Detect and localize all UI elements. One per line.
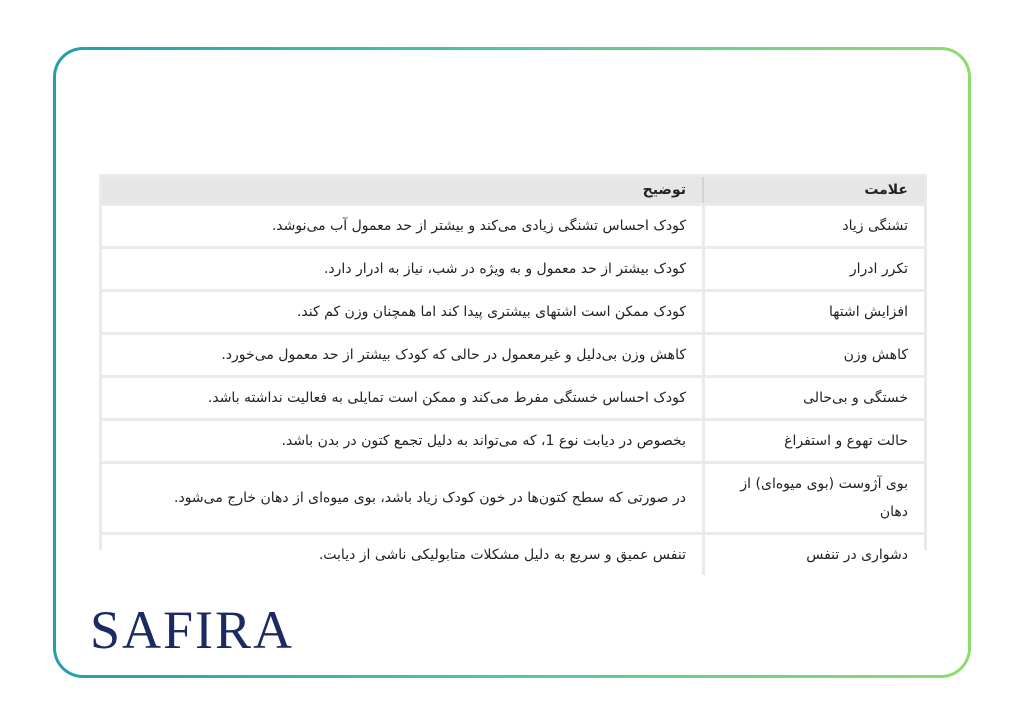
table-row — [102, 421, 924, 461]
safira-logo — [90, 598, 350, 658]
table-row — [102, 335, 924, 375]
table-row — [102, 464, 924, 532]
symptoms-table — [102, 174, 924, 578]
table-row — [102, 535, 924, 575]
symptoms-table-container — [99, 174, 927, 563]
sign-cell: بوی آژوست (بوی میوه‌ای) از دهان — [702, 464, 924, 532]
description-cell: کودک ممکن است اشتهای بیشتری پیدا کند اما همچنان وزن کم کند. — [102, 292, 702, 332]
description-cell: کودک احساس تشنگی زیادی می‌کند و بیشتر از حد معمول آب می‌نوشد. — [102, 206, 702, 246]
sign-cell: افزایش اشتها — [702, 292, 924, 332]
sign-cell: تشنگی زیاد — [702, 206, 924, 246]
description-cell: کاهش وزن بی‌دلیل و غیرمعمول در حالی که کودک بیشتر از حد معمول می‌خورد. — [102, 335, 702, 375]
header-sign: علامت — [702, 177, 924, 203]
header-description: توضیح — [102, 177, 702, 203]
logo-wordmark: SAFIRA — [90, 600, 295, 658]
description-cell: تنفس عمیق و سریع به دلیل مشکلات متابولیکی ناشی از دیابت. — [102, 535, 702, 575]
table-row — [102, 206, 924, 246]
table-row — [102, 378, 924, 418]
description-cell: کودک بیشتر از حد معمول و به ویژه در شب، نیاز به ادرار دارد. — [102, 249, 702, 289]
sign-cell: تکرر ادرار — [702, 249, 924, 289]
table-header-row — [102, 177, 924, 203]
table-row — [102, 249, 924, 289]
sign-cell: خستگی و بی‌حالی — [702, 378, 924, 418]
description-cell: در صورتی که سطح کتون‌ها در خون کودک زیاد باشد، بوی میوه‌ای از دهان خارج می‌شود. — [102, 464, 702, 532]
sign-cell: حالت تهوع و استفراغ — [702, 421, 924, 461]
sign-cell: کاهش وزن — [702, 335, 924, 375]
description-cell: کودک احساس خستگی مفرط می‌کند و ممکن است تمایلی به فعالیت نداشته باشد. — [102, 378, 702, 418]
description-cell: بخصوص در دیابت نوع 1، که می‌تواند به دلیل تجمع کتون در بدن باشد. — [102, 421, 702, 461]
sign-cell: دشواری در تنفس — [702, 535, 924, 575]
table-row — [102, 292, 924, 332]
